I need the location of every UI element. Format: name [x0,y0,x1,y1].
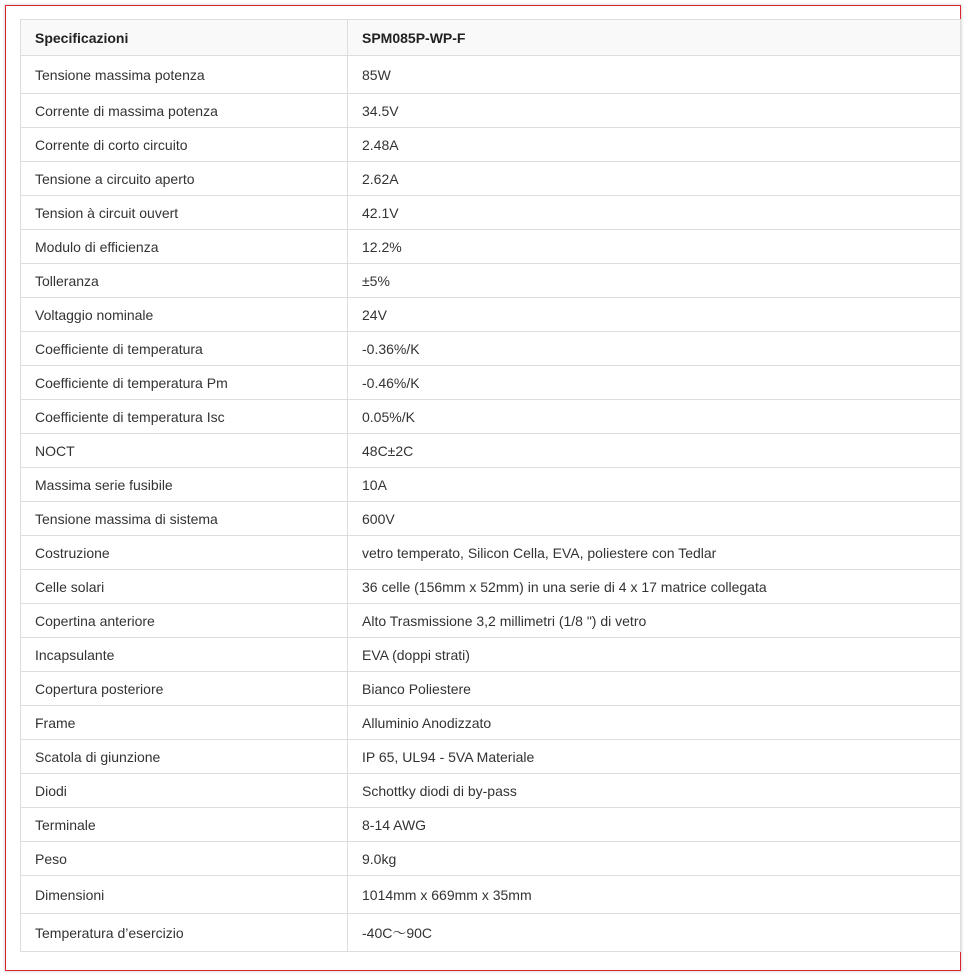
spec-row [21,570,961,604]
spec-row [21,638,961,672]
spec-row-label: Tensione massima potenza [21,56,348,94]
spec-row-label: Copertina anteriore [21,604,348,638]
spec-row-label: Copertura posteriore [21,672,348,706]
spec-row [21,672,961,706]
spec-row-label: Celle solari [21,570,348,604]
spec-row-value: EVA (doppi strati) [348,638,961,672]
spec-row-label: Tensione massima di sistema [21,502,348,536]
spec-row-value: 42.1V [348,196,961,230]
spec-row-value: Schottky diodi di by-pass [348,774,961,808]
spec-row-label: Tension à circuit ouvert [21,196,348,230]
spec-row-label: NOCT [21,434,348,468]
spec-row [21,842,961,876]
spec-row-value: 48C±2C [348,434,961,468]
spec-row [21,94,961,128]
spec-row [21,56,961,94]
spec-row-label: Scatola di giunzione [21,740,348,774]
spec-row-value: 85W [348,56,961,94]
spec-row [21,774,961,808]
spec-row-label: Coefficiente di temperatura Isc [21,400,348,434]
spec-row [21,604,961,638]
spec-row-value: 1014mm x 669mm x 35mm [348,876,961,914]
spec-row [21,536,961,570]
spec-row [21,808,961,842]
spec-row [21,230,961,264]
spec-row [21,196,961,230]
spec-row-label: Peso [21,842,348,876]
spec-row-label: Tensione a circuito aperto [21,162,348,196]
spec-header-label: Specificazioni [21,20,348,56]
spec-row [21,914,961,952]
spec-table-body [21,56,961,952]
spec-row [21,502,961,536]
spec-row-label: Coefficiente di temperatura [21,332,348,366]
spec-row [21,162,961,196]
spec-table-header-row [21,20,961,56]
spec-row [21,706,961,740]
spec-row-value: vetro temperato, Silicon Cella, EVA, poliestere con Tedlar [348,536,961,570]
spec-row [21,264,961,298]
spec-row-label: Massima serie fusibile [21,468,348,502]
spec-row [21,400,961,434]
spec-row-value: 9.0kg [348,842,961,876]
spec-row-value: 2.62A [348,162,961,196]
spec-row-label: Temperatura d’esercizio [21,914,348,952]
spec-row-value: IP 65, UL94 - 5VA Materiale [348,740,961,774]
spec-row-label: Dimensioni [21,876,348,914]
spec-row [21,298,961,332]
spec-row-label: Costruzione [21,536,348,570]
spec-row-value: -40C～90C [348,914,961,952]
spec-row-label: Tolleranza [21,264,348,298]
spec-row [21,332,961,366]
spec-table-frame [5,5,961,971]
spec-row-value: 24V [348,298,961,332]
spec-row-value: Alto Trasmissione 3,2 millimetri (1/8 ") di vetro [348,604,961,638]
spec-row-value: Alluminio Anodizzato [348,706,961,740]
spec-row-label: Terminale [21,808,348,842]
spec-row [21,740,961,774]
spec-row-value: Bianco Poliestere [348,672,961,706]
spec-row-label: Corrente di massima potenza [21,94,348,128]
spec-row-value: 34.5V [348,94,961,128]
spec-row-value: 12.2% [348,230,961,264]
spec-row [21,434,961,468]
spec-row [21,468,961,502]
spec-row-label: Modulo di efficienza [21,230,348,264]
spec-row-value: 10A [348,468,961,502]
spec-row-value: 600V [348,502,961,536]
spec-row-label: Corrente di corto circuito [21,128,348,162]
spec-row-value: 36 celle (156mm x 52mm) in una serie di 4 x 17 matrice collegata [348,570,961,604]
spec-table [20,19,961,952]
spec-row [21,876,961,914]
spec-row-label: Coefficiente di temperatura Pm [21,366,348,400]
spec-row-value: -0.36%/K [348,332,961,366]
spec-row [21,366,961,400]
spec-header-model: SPM085P-WP-F [348,20,961,56]
spec-row-label: Frame [21,706,348,740]
spec-row-value: ±5% [348,264,961,298]
spec-row-label: Diodi [21,774,348,808]
spec-row-label: Incapsulante [21,638,348,672]
spec-row-value: 0.05%/K [348,400,961,434]
spec-row-value: 8-14 AWG [348,808,961,842]
spec-row-label: Voltaggio nominale [21,298,348,332]
spec-row-value: -0.46%/K [348,366,961,400]
spec-row [21,128,961,162]
spec-row-value: 2.48A [348,128,961,162]
